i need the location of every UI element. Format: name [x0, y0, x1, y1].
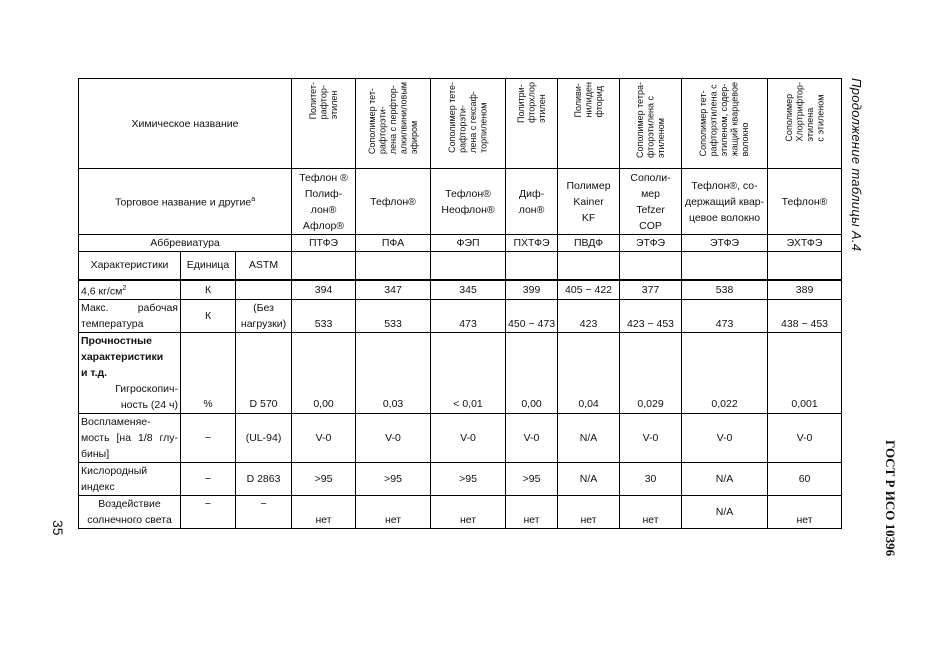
row-astm: D 570	[236, 333, 292, 414]
value-cell: >95	[506, 463, 558, 496]
value-cell: 394	[292, 280, 356, 300]
standard-header: ГОСТ Р ИСО 10396	[883, 440, 898, 557]
trade-name-pvdf: Полимер Kainer KF	[558, 169, 620, 235]
value-cell: 473	[431, 300, 506, 333]
value-cell: 538	[682, 280, 768, 300]
abbr-cell: ПФА	[356, 235, 431, 252]
properties-table	[78, 78, 842, 529]
table-row	[79, 414, 842, 463]
value-cell: нет	[356, 496, 431, 529]
trade-name-etfe-quartz: Тефлон®, со- держащий квар- цевое волокно	[682, 169, 768, 235]
value-cell: 0,00	[506, 333, 558, 414]
trade-name-label: Торговое название и другие$^а$	[79, 169, 292, 235]
value-cell: 0,022	[682, 333, 768, 414]
value-cell: 405 − 422	[558, 280, 620, 300]
row-astm: (UL-94)	[236, 414, 292, 463]
row-astm	[236, 280, 292, 300]
value-cell: 347	[356, 280, 431, 300]
value-cell: нет	[620, 496, 682, 529]
value-cell: 423 − 453	[620, 300, 682, 333]
value-cell: >95	[292, 463, 356, 496]
row-unit: К	[181, 300, 236, 333]
value-cell: >95	[431, 463, 506, 496]
trade-name-ptfe: Тефлон ® Полиф- лон® Афлор®	[292, 169, 356, 235]
row-astm: −	[236, 496, 292, 529]
chemical-name-row	[79, 79, 842, 169]
value-cell: N/A	[682, 496, 768, 529]
chem-name-pfa: Сополимер тет- рафторэти- лена с перфтор- алкилвиниловым эфиром	[366, 82, 419, 155]
abbr-cell: ЭТФЭ	[620, 235, 682, 252]
value-cell: нет	[431, 496, 506, 529]
page-number: 35	[50, 520, 66, 536]
row-unit: −	[181, 414, 236, 463]
table-row	[79, 300, 842, 333]
value-cell: нет	[506, 496, 558, 529]
row-unit: %	[181, 333, 236, 414]
abbreviation-label: Аббревиатура	[79, 235, 292, 252]
characteristics-header: Характеристики	[79, 252, 181, 280]
abbr-cell: ПТФЭ	[292, 235, 356, 252]
value-cell: V-0	[356, 414, 431, 463]
row-unit: −	[181, 496, 236, 529]
row-characteristic: Воздействие солнечного света	[79, 496, 181, 529]
abbr-cell: ФЭП	[431, 235, 506, 252]
abbr-cell: ПВДФ	[558, 235, 620, 252]
section-heading: Прочностные характеристики и т.д.	[81, 335, 164, 379]
value-cell: >95	[356, 463, 431, 496]
row-characteristic: Воспламеняе- мость [на 1/8 глу- бины]	[79, 414, 181, 463]
value-cell: 533	[356, 300, 431, 333]
abbr-cell: ПХТФЭ	[506, 235, 558, 252]
value-cell: 0,03	[356, 333, 431, 414]
abbr-cell: ЭХТФЭ	[768, 235, 842, 252]
value-cell: 438 − 453	[768, 300, 842, 333]
value-cell: 0,029	[620, 333, 682, 414]
value-cell: V-0	[682, 414, 768, 463]
value-cell: N/A	[682, 463, 768, 496]
value-cell: N/A	[558, 414, 620, 463]
table-row	[79, 463, 842, 496]
row-characteristic: Кислородный индекс	[79, 463, 181, 496]
row-characteristic: Гигроскопич- ность (24 ч)	[115, 383, 178, 411]
column-header-row	[79, 252, 842, 280]
table-row	[79, 496, 842, 529]
trade-name-ectfe: Тефлон®	[768, 169, 842, 235]
trade-name-row	[79, 169, 842, 235]
trade-name-fep: Тефлон® Неофлон®	[431, 169, 506, 235]
value-cell: 533	[292, 300, 356, 333]
value-cell: 399	[506, 280, 558, 300]
row-unit: −	[181, 463, 236, 496]
chem-name-fep: Сополимер тете- рафторэти- лена с гексаф- торпиленом	[447, 82, 489, 153]
value-cell: 450 − 473	[506, 300, 558, 333]
trade-name-etfe: Сополи- мер Tefzer COP	[620, 169, 682, 235]
table-row	[79, 333, 842, 414]
abbr-cell: ЭТФЭ	[682, 235, 768, 252]
value-cell: нет	[292, 496, 356, 529]
chem-name-pctfe: Политри- фторхлор этилен	[515, 82, 547, 124]
row-characteristic: 4,6 $кг/см^2$	[79, 280, 181, 300]
value-cell: 30	[620, 463, 682, 496]
value-cell: N/A	[558, 463, 620, 496]
chem-name-ptfe: Политет- рафтор- этилен	[307, 82, 339, 120]
value-cell: нет	[558, 496, 620, 529]
chem-name-etfe-quartz: Сополимер тет- рафторэтилена с этиленом, содер- жащий кварцевое волокно	[698, 82, 751, 157]
value-cell: 60	[768, 463, 842, 496]
value-cell: < 0,01	[431, 333, 506, 414]
value-cell: 0,001	[768, 333, 842, 414]
value-cell: 0,04	[558, 333, 620, 414]
value-cell: 0,00	[292, 333, 356, 414]
row-astm: (Без нагрузки)	[236, 300, 292, 333]
row-unit: К	[181, 280, 236, 300]
astm-header: ASTM	[236, 252, 292, 280]
table-row	[79, 280, 842, 300]
value-cell: V-0	[768, 414, 842, 463]
row-astm: D 2863	[236, 463, 292, 496]
table-continuation-caption: Продолжение таблицы А.4	[849, 78, 864, 252]
value-cell: 345	[431, 280, 506, 300]
chem-name-ectfe: Сополимер Хлортрифтор- этилена с этиленом	[783, 82, 826, 142]
value-cell: V-0	[506, 414, 558, 463]
trade-name-pctfe: Диф- лон®	[506, 169, 558, 235]
unit-header: Единица	[181, 252, 236, 280]
value-cell: V-0	[431, 414, 506, 463]
row-characteristic: Макс. рабочая температура	[79, 300, 181, 333]
value-cell: 473	[682, 300, 768, 333]
chem-name-etfe: Сополимер тетра- фторэтилена с этиленом	[634, 82, 666, 159]
value-cell: 389	[768, 280, 842, 300]
value-cell: V-0	[292, 414, 356, 463]
trade-name-pfa: Тефлон®	[356, 169, 431, 235]
chem-name-pvdf: Поливи- нилиден фторид	[572, 82, 604, 118]
abbreviation-row	[79, 235, 842, 252]
chemical-name-label: Химическое название	[79, 79, 292, 169]
value-cell: 423	[558, 300, 620, 333]
value-cell: нет	[768, 496, 842, 529]
value-cell: V-0	[620, 414, 682, 463]
value-cell: 377	[620, 280, 682, 300]
